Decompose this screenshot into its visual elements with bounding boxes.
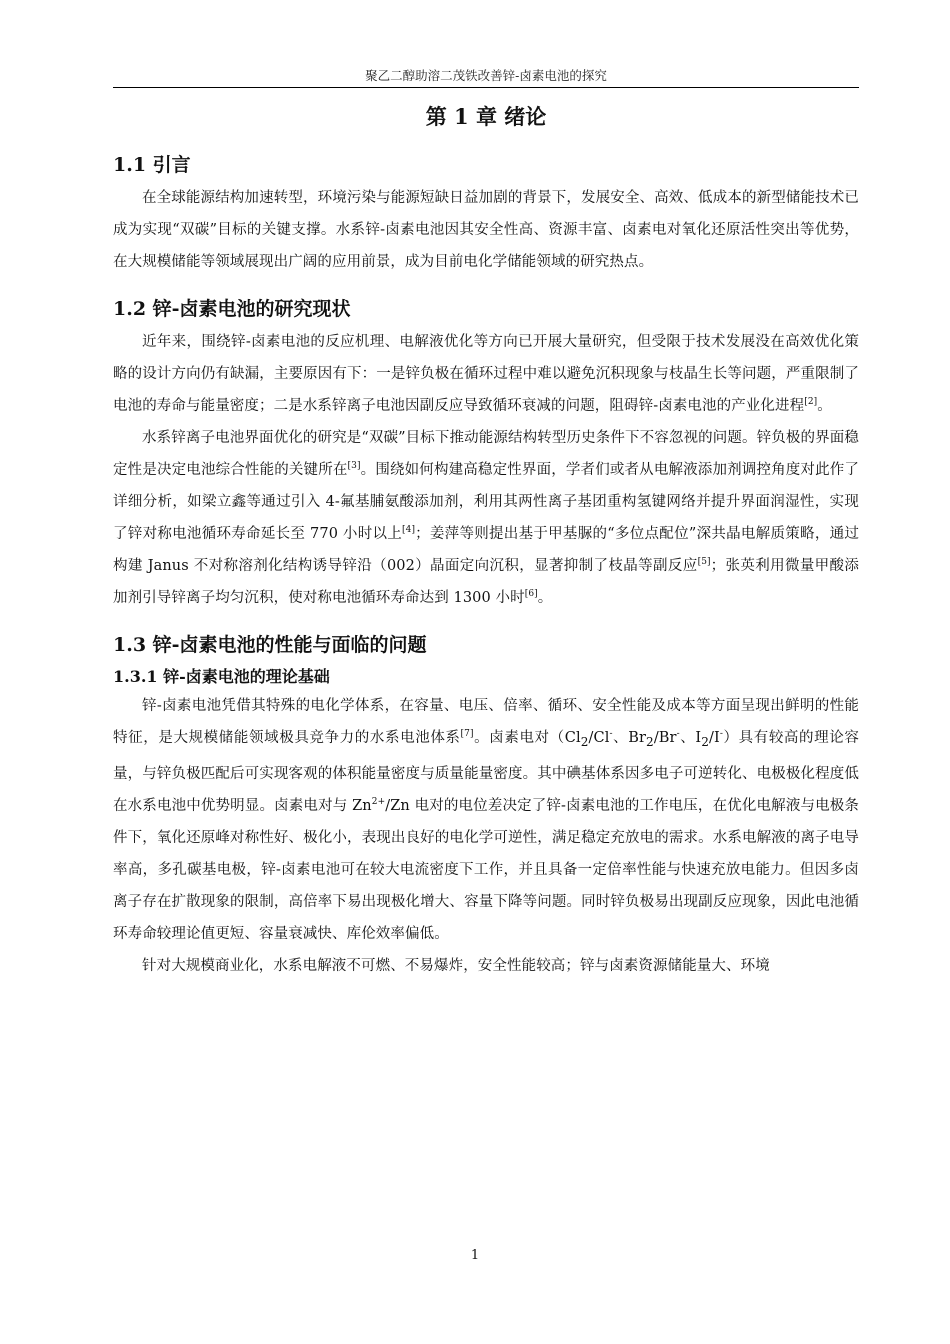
paragraph-1-2-2 xyxy=(113,422,859,614)
subscript: 2 xyxy=(580,734,589,749)
citation-ref-7: [7] xyxy=(460,729,474,740)
text-run: /Zn 电对的电位差决定了锌-卤素电池的工作电压，在优化电解液与电极条件下，氧化还原峰对称性好、极化小，表现出良好的电化学可逆性，满足稳定充放电的需求。水系电解液的离子电导率高，多孔碳基电极，锌-卤素电池可在较大电流密度下工作，并且具备一定倍率性能与快速充放电能力。但因多卤离子存在扩散现象的限制，高倍率下易出现极化增大、容量下降等问题。同时锌负极易出现副反应现象，因此电池循环寿命较理论值更短、容量衰减快、库伦效率偏低。 xyxy=(113,797,860,942)
subsection-heading-1-3-1: 1.3.1 锌-卤素电池的理论基础 xyxy=(113,667,330,686)
text-run: 。 xyxy=(817,398,832,414)
text-run: 。围绕如何构建高稳定性界面，学者们或者从电解液添加剂调控角度对此作了详细分析，如梁立鑫等通过引入 4-氟基脯氨酸添加剂，利用其两性离子基团重构氢键网络并提升界面润湿性，实现了锌对称电池循环寿命延长至 770 小时以上 xyxy=(113,462,859,542)
superscript: - xyxy=(609,729,613,740)
citation-ref-4: [4] xyxy=(402,525,416,536)
citation-ref-3: [3] xyxy=(347,461,361,472)
subscript: 2 xyxy=(646,734,654,749)
text-run: /I xyxy=(709,730,720,746)
text-run: /Br xyxy=(653,730,677,746)
paragraph-1-2-1 xyxy=(113,326,859,422)
page-content xyxy=(113,100,859,982)
subscript: 2 xyxy=(701,734,709,749)
superscript: - xyxy=(676,729,680,740)
superscript: - xyxy=(719,729,723,740)
page-number: 1 xyxy=(470,1248,480,1263)
section-heading-1-1: 1.1 引言 xyxy=(113,154,191,176)
paragraph-1-3-1-1 xyxy=(113,690,859,950)
text-run: 。 xyxy=(537,590,553,606)
chapter-title: 第 1 章 绪论 xyxy=(425,104,547,129)
text-run: /Cl xyxy=(588,730,610,746)
citation-ref-6: [6] xyxy=(524,589,538,600)
text-run: 、I xyxy=(679,730,702,746)
text-run: ；张英利用微量甲酸添加剂引导锌离子均匀沉积，使对称电池循环寿命达到 1300 小时 xyxy=(113,558,859,606)
paragraph-1-3-1-2: 针对大规模商业化，水系电解液不可燃、不易爆炸，安全性能较高；锌与卤素资源储能量大、环境 xyxy=(142,957,770,974)
section-heading-1-2: 1.2 锌-卤素电池的研究现状 xyxy=(113,298,351,320)
paragraph-1-1-1: 在全球能源结构加速转型，环境污染与能源短缺日益加剧的背景下，发展安全、高效、低成本的新型储能技术已成为实现“双碳”目标的关键支撑。水系锌-卤素电池因其安全性高、资源丰富、卤素电对氧化还原活性突出等优势，在大规模储能等领域展现出广阔的应用前景，成为目前电化学储能领域的研究热点。 xyxy=(113,190,859,270)
text-run: 锌-卤素电池凭借其特殊的电化学体系，在容量、电压、倍率、循环、安全性能及成本等方面呈现出鲜明的性能特征，是大规模储能领域极具竞争力的水系电池体系 xyxy=(113,698,859,746)
text-run: 水系锌离子电池界面优化的研究是“双碳”目标下推动能源结构转型历史条件下不容忽视的问题。锌负极的界面稳定性是决定电池综合性能的关键所在 xyxy=(113,430,859,478)
text-run: 。卤素电对（Cl xyxy=(473,730,581,746)
text-run: 近年来，围绕锌-卤素电池的反应机理、电解液优化等方向已开展大量研究，但受限于技术发展没在高效优化策略的设计方向仍有缺漏，主要原因有下：一是锌负极在循环过程中难以避免沉积现象与枝晶生长等问题，严重限制了电池的寿命与能量密度；二是水系锌离子电池因副反应导致循环衰减的问题，阻碍锌-卤素电池的产业化进程 xyxy=(113,334,859,414)
header-rule xyxy=(113,87,859,88)
text-run: ；姜萍等则提出基于甲基脲的“多位点配位”深共晶电解质策略，通过构建 Janus 不对称溶剂化结构诱导锌沿（002）晶面定向沉积，显著抑制了枝晶等副反应 xyxy=(113,526,859,574)
citation-ref-5: [5] xyxy=(697,557,711,568)
text-run: 、Br xyxy=(612,730,647,746)
running-header: 聚乙二醇助溶二茂铁改善锌-卤素电池的探究 xyxy=(365,68,607,83)
section-heading-1-3: 1.3 锌-卤素电池的性能与面临的问题 xyxy=(113,634,427,656)
text-run: ）具有较高的理论容量，与锌负极匹配后可实现客观的体积能量密度与质量能量密度。其中碘基体系因多电子可逆转化、电极极化程度低在水系电池中优势明显。卤素电对与 Zn xyxy=(113,730,859,814)
superscript: 2+ xyxy=(371,797,386,808)
citation-ref-2: [2] xyxy=(804,397,818,408)
